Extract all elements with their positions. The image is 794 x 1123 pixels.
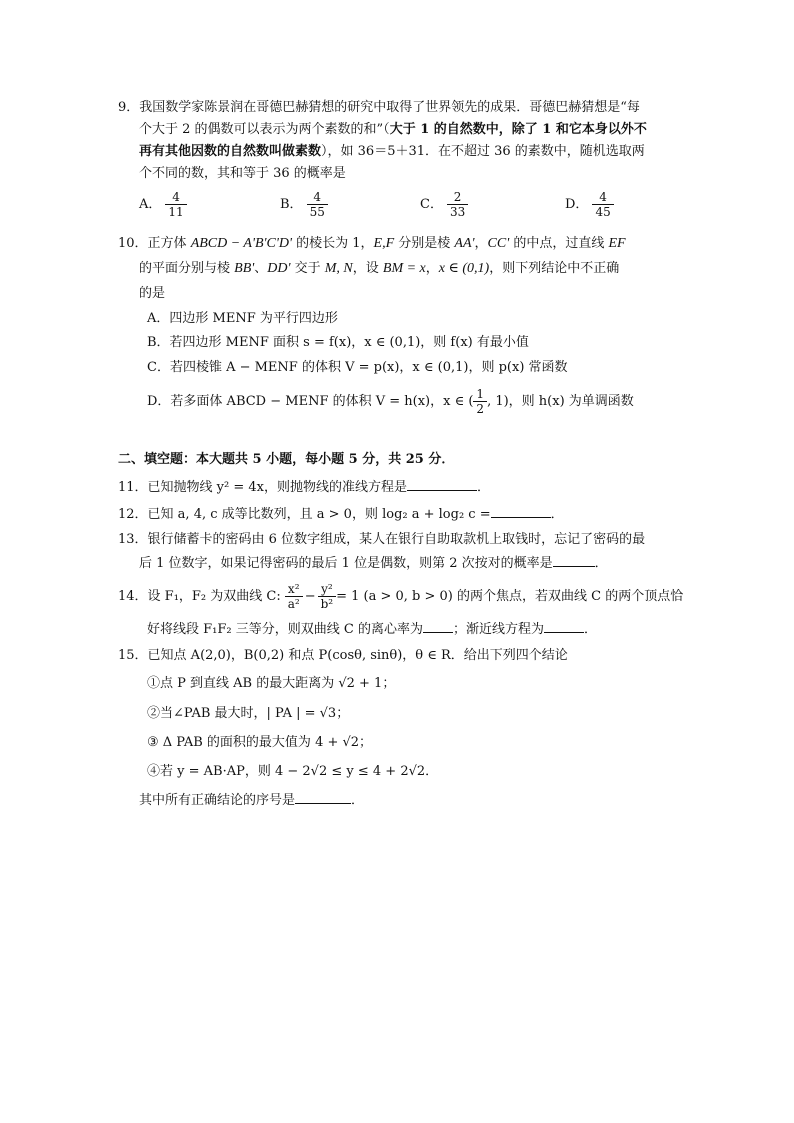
t: ，设 — [352, 261, 383, 276]
option-label: D． — [565, 196, 589, 212]
m: CC' — [487, 236, 510, 251]
m: E,F — [373, 236, 395, 251]
q9-line3 — [139, 142, 645, 162]
fraction — [318, 582, 337, 611]
q9-line4 — [139, 164, 346, 184]
t: C．若四棱锥 A − MENF 的体积 V = p(x)，x ∈ (0,1)，则 p(x) 常函数 — [147, 360, 568, 375]
fraction — [307, 190, 328, 219]
t: ，则下列结论中不正确 — [489, 261, 620, 276]
q15-conclusion-1 — [147, 674, 395, 694]
t: , 1)，则 h(x) 为单调函数 — [487, 393, 634, 409]
frac-num: x² — [287, 582, 300, 596]
t: ． — [351, 793, 365, 808]
q15-conclusion-3 — [147, 733, 372, 753]
t: 二、填空题：本大题共 5 小题，每小题 5 分，共 25 分． — [118, 452, 455, 467]
frac-num: 4 — [172, 190, 180, 204]
fraction — [473, 387, 487, 416]
frac-den: b² — [318, 596, 337, 611]
t: A．四边形 MENF 为平行四边形 — [147, 311, 338, 326]
m: EF — [608, 236, 626, 251]
t: ． — [550, 507, 564, 522]
q11 — [118, 477, 490, 498]
frac-den: 11 — [165, 204, 186, 219]
q9-text-4: 个不同的数，其和等于 36 的概率是 — [139, 166, 346, 181]
frac-den: a² — [285, 596, 303, 611]
m: BB' — [234, 261, 255, 276]
t: 15．已知点 A(2,0)，B(0,2) 和点 P(cosθ, sinθ)，θ ∈ R．给出下列四个结论 — [118, 648, 568, 663]
t: ①点 P 到直线 AB 的最大距离为 √2 + 1； — [147, 676, 396, 691]
frac-num: 2 — [453, 190, 462, 204]
t: 的是 — [139, 286, 166, 301]
frac-den: 45 — [592, 204, 613, 219]
t: D．若多面体 ABCD − MENF 的体积 V = h(x)，x ∈ ( — [147, 393, 474, 409]
frac-num: 1 — [476, 387, 485, 401]
fraction — [592, 190, 613, 219]
q9-option-c — [420, 190, 468, 219]
answer-blank[interactable] — [407, 477, 477, 491]
q15-last — [139, 790, 364, 811]
q14-line2 — [147, 619, 597, 640]
option-label: C． — [420, 196, 443, 212]
q9-option-b — [280, 190, 328, 219]
q9-text-2b: 大于 1 的自然数中，除了 1 和它本身以外不 — [389, 122, 647, 137]
answer-blank[interactable] — [491, 504, 551, 518]
q9-text-3b: ），如 36＝5＋31．在不超过 36 的素数中，随机选取两 — [321, 144, 645, 159]
t: ， — [425, 261, 439, 276]
answer-blank[interactable] — [544, 619, 584, 633]
q14-line1 — [118, 582, 683, 611]
fraction — [447, 190, 468, 219]
q13-line2 — [139, 553, 608, 574]
q13-line1 — [118, 530, 645, 550]
t: ③ Δ PAB 的面积的最大值为 4 + √2； — [147, 735, 373, 750]
fraction — [285, 582, 303, 611]
t: B．若四边形 MENF 面积 s = f(x)，x ∈ (0,1)，则 f(x) 有最小值 — [147, 335, 529, 350]
section-2-heading — [118, 450, 454, 470]
option-label: A． — [139, 196, 162, 212]
q10-line1 — [118, 234, 626, 254]
t: 14．设 F₁，F₂ 为双曲线 C: — [118, 588, 281, 604]
t: 好将线段 F₁F₂ 三等分，则双曲线 C 的离心率为 — [147, 622, 423, 637]
t: ；渐近线方程为 — [452, 622, 544, 637]
answer-blank[interactable] — [295, 790, 351, 804]
frac-num: 4 — [313, 190, 322, 204]
q9-text-1: 9．我国数学家陈景润在哥德巴赫猜想的研究中取得了世界领先的成果．哥德巴赫猜想是“每 — [118, 100, 640, 115]
t: ． — [583, 622, 597, 637]
t: 10．正方体 — [118, 236, 191, 251]
answer-blank[interactable] — [423, 619, 453, 633]
q10-line3 — [139, 284, 165, 304]
q15-line1 — [118, 646, 568, 666]
fraction — [165, 190, 186, 219]
t: 的中点，过直线 — [509, 236, 609, 251]
frac-den: 55 — [307, 204, 328, 219]
option-label: B． — [280, 196, 303, 212]
q9-line2 — [139, 120, 647, 140]
m: M, N — [324, 261, 353, 276]
t: ． — [594, 556, 608, 571]
q10-option-a — [147, 309, 338, 329]
q10-option-d — [147, 387, 634, 416]
frac-den: 33 — [447, 204, 468, 219]
q15-conclusion-2 — [147, 704, 349, 724]
q9-line1 — [118, 98, 640, 118]
frac-num: y² — [321, 582, 333, 596]
t: 其中所有正确结论的序号是 — [139, 793, 296, 808]
m: DD' — [267, 261, 291, 276]
q10-line2 — [139, 259, 619, 279]
t: − — [304, 588, 316, 604]
m: ABCD − A'B'C'D' — [190, 236, 292, 251]
q12 — [118, 504, 564, 525]
t: 后 1 位数字，如果记得密码的最后 1 位是偶数，则第 2 次按对的概率是 — [139, 556, 553, 571]
t: 11．已知抛物线 y² = 4x，则抛物线的准线方程是 — [118, 480, 407, 495]
t: ． — [477, 480, 491, 495]
frac-num: 4 — [599, 190, 607, 204]
t: ， — [474, 236, 488, 251]
m: AA' — [454, 236, 475, 251]
t: 交于 — [290, 261, 325, 276]
t: 、 — [254, 261, 268, 276]
t: 的棱长为 1， — [291, 236, 374, 251]
t: 12．已知 a, 4, c 成等比数列，且 a > 0，则 log₂ a + log₂ c = — [118, 507, 491, 522]
t: 13．银行储蓄卡的密码由 6 位数字组成，某人在银行自助取款机上取钱时，忘记了密码的最 — [118, 532, 646, 547]
t: 的平面分别与棱 — [139, 261, 235, 276]
m: x ∈ (0,1) — [438, 261, 490, 276]
q15-conclusion-4 — [147, 762, 438, 782]
frac-den: 2 — [473, 401, 487, 416]
q9-option-d — [565, 190, 614, 219]
t: ②当∠PAB 最大时，| PA | = √3； — [147, 706, 350, 721]
q9-option-a — [139, 190, 187, 219]
t: = 1 (a > 0, b > 0) 的两个焦点，若双曲线 C 的两个顶点恰 — [336, 588, 684, 604]
t: 分别是棱 — [394, 236, 455, 251]
m: BM = x — [382, 261, 426, 276]
q9-text-3a: 再有其他因数的自然数叫做素数 — [139, 144, 322, 159]
q10-option-b — [147, 333, 529, 353]
q10-option-c — [147, 358, 568, 378]
t: ④若 y = AB·AP，则 4 − 2√2 ≤ y ≤ 4 + 2√2． — [147, 764, 439, 779]
q9-text-2a: 个大于 2 的偶数可以表示为两个素数的和”（ — [139, 122, 390, 137]
answer-blank[interactable] — [553, 553, 595, 567]
